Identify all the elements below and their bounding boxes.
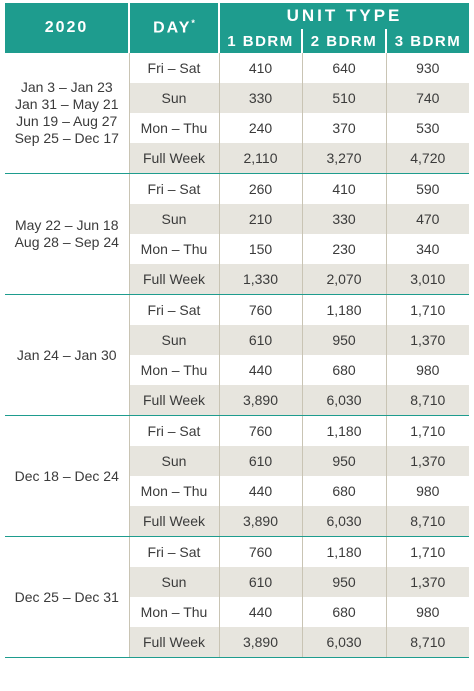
day-header-label: DAY — [153, 19, 192, 37]
season-dates-cell — [5, 416, 129, 537]
rate-cell: 760 — [219, 537, 302, 568]
rate-cell: 530 — [416, 120, 440, 136]
day-cell: Sun — [129, 567, 219, 597]
rate-cell: 1,370 — [386, 446, 469, 476]
rate-cell: 1,180 — [302, 416, 386, 447]
day-cell: Full Week — [129, 506, 219, 537]
rate-cell: 1,710 — [410, 423, 446, 439]
rate-cell: 6,030 — [302, 385, 386, 416]
day-cell: Fri – Sat — [129, 537, 219, 568]
rate-cell: 950 — [302, 446, 386, 476]
day-cell: Sun — [129, 446, 219, 476]
season-date-range: Dec 25 – Dec 31 — [14, 588, 119, 605]
rate-cell: 640 — [302, 53, 386, 83]
rate-cell: 210 — [219, 204, 302, 234]
day-cell: Full Week — [129, 143, 219, 174]
rate-cell: 3,010 — [386, 264, 469, 295]
rate-cell: 230 — [302, 234, 386, 264]
rate-cell: 980 — [416, 604, 440, 620]
table-row — [5, 174, 469, 205]
season-dates-cell — [5, 174, 129, 295]
table-body — [5, 53, 469, 658]
rate-cell: 2,070 — [302, 264, 386, 295]
rate-cell: 330 — [219, 83, 302, 113]
unit-2bdrm-header: 2 BDRM — [302, 29, 386, 53]
rate-cell: 1,330 — [219, 264, 302, 295]
day-cell: Fri – Sat — [129, 416, 219, 447]
rate-cell: 3,270 — [302, 143, 386, 174]
day-cell: Full Week — [129, 385, 219, 416]
unit-type-header: UNIT TYPE — [219, 3, 469, 29]
day-cell: Sun — [129, 83, 219, 113]
season-date-range: Jun 19 – Aug 27 — [16, 113, 118, 129]
rate-cell: 330 — [302, 204, 386, 234]
table-row — [5, 295, 469, 326]
rate-cell: 440 — [219, 476, 302, 506]
rate-cell: 3,890 — [219, 506, 302, 537]
rate-cell: 760 — [219, 295, 302, 326]
season-date-range: Jan 24 – Jan 30 — [16, 346, 117, 363]
rate-cell: 440 — [219, 355, 302, 385]
day-footnote-mark: * — [191, 18, 195, 29]
rate-cell: 950 — [302, 325, 386, 355]
rate-cell: 1,370 — [386, 325, 469, 355]
day-cell: Mon – Thu — [129, 234, 219, 264]
rate-cell: 610 — [219, 325, 302, 355]
table-header — [5, 3, 469, 53]
rate-cell: 1,710 — [410, 544, 446, 560]
rate-cell: 6,030 — [302, 506, 386, 537]
rate-cell: 470 — [386, 204, 469, 234]
rate-cell: 680 — [302, 597, 386, 627]
rate-cell: 610 — [219, 446, 302, 476]
rate-cell: 950 — [302, 567, 386, 597]
rate-cell: 680 — [302, 355, 386, 385]
rate-cell: 610 — [219, 567, 302, 597]
season-date-range: Aug 28 – Sep 24 — [14, 234, 119, 250]
rate-cell: 8,710 — [386, 506, 469, 537]
rate-cell: 340 — [416, 241, 440, 257]
day-header — [129, 3, 219, 53]
rate-cell: 3,890 — [219, 627, 302, 658]
rate-cell: 1,370 — [386, 567, 469, 597]
rate-cell: 760 — [219, 416, 302, 447]
day-cell: Mon – Thu — [129, 113, 219, 143]
rate-cell: 2,110 — [219, 143, 302, 174]
season-date-range: Dec 18 – Dec 24 — [14, 467, 119, 484]
season-dates-cell — [5, 537, 129, 658]
table-row — [5, 537, 469, 568]
day-cell: Mon – Thu — [129, 597, 219, 627]
rate-cell: 8,710 — [386, 385, 469, 416]
day-cell: Fri – Sat — [129, 174, 219, 205]
rate-cell: 1,180 — [302, 295, 386, 326]
rate-cell: 1,180 — [302, 537, 386, 568]
day-cell: Mon – Thu — [129, 355, 219, 385]
rate-cell: 1,710 — [410, 302, 446, 318]
rate-cell: 260 — [219, 174, 302, 205]
season-date-range: Jan 31 – May 21 — [14, 96, 119, 112]
table-row — [5, 416, 469, 447]
rate-cell: 150 — [219, 234, 302, 264]
rate-cell: 4,720 — [386, 143, 469, 174]
rate-cell: 240 — [219, 113, 302, 143]
rate-cell: 740 — [386, 83, 469, 113]
season-dates-cell — [5, 53, 129, 174]
rate-cell: 440 — [219, 597, 302, 627]
rate-cell: 8,710 — [386, 627, 469, 658]
rate-cell: 410 — [219, 53, 302, 83]
year-header: 2020 — [5, 3, 129, 53]
rate-cell: 590 — [416, 181, 440, 197]
unit-1bdrm-header: 1 BDRM — [219, 29, 302, 53]
rate-table — [5, 3, 469, 658]
rate-cell: 410 — [302, 174, 386, 205]
rate-cell: 370 — [302, 113, 386, 143]
rate-cell: 3,890 — [219, 385, 302, 416]
day-cell: Full Week — [129, 264, 219, 295]
day-cell: Fri – Sat — [129, 295, 219, 326]
unit-3bdrm-header: 3 BDRM — [386, 29, 469, 53]
season-date-range: Jan 3 – Jan 23 — [20, 79, 113, 95]
season-dates-cell — [5, 295, 129, 416]
rate-cell: 680 — [302, 476, 386, 506]
season-date-range: May 22 – Jun 18 — [14, 217, 119, 233]
day-cell: Sun — [129, 204, 219, 234]
day-cell: Mon – Thu — [129, 476, 219, 506]
season-date-range: Sep 25 – Dec 17 — [14, 130, 119, 146]
rate-cell: 980 — [416, 362, 440, 378]
rate-table-container — [5, 3, 469, 658]
rate-cell: 510 — [302, 83, 386, 113]
rate-cell: 930 — [416, 60, 440, 76]
day-cell: Full Week — [129, 627, 219, 658]
table-row — [5, 53, 469, 83]
rate-cell: 980 — [416, 483, 440, 499]
day-cell: Sun — [129, 325, 219, 355]
rate-cell: 6,030 — [302, 627, 386, 658]
day-cell: Fri – Sat — [129, 53, 219, 83]
